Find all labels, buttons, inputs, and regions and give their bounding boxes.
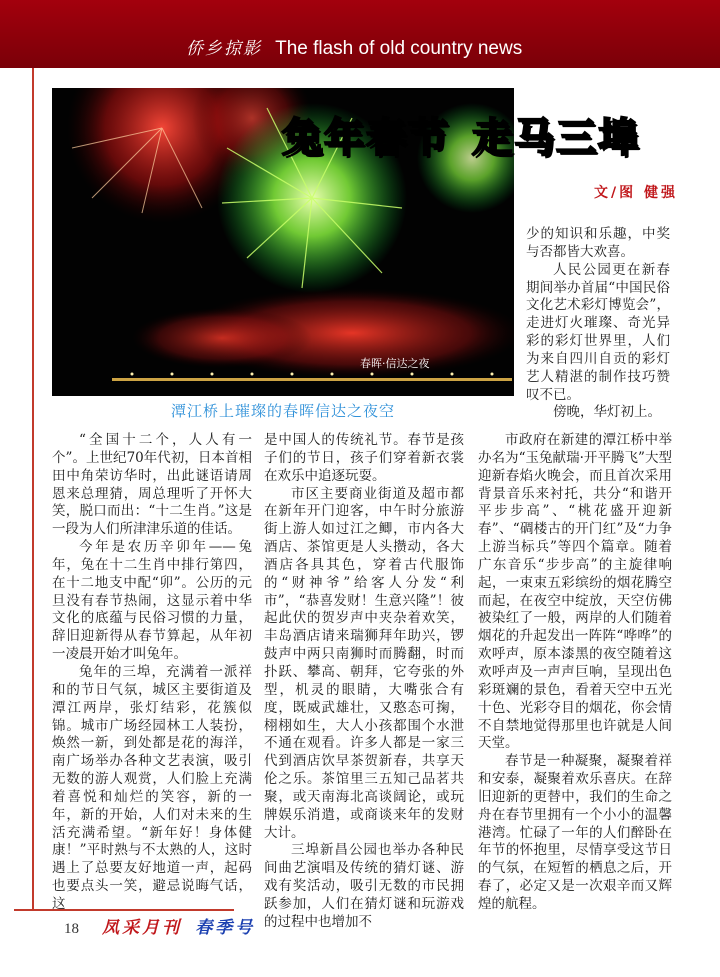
paragraph: 市区主要商业街道及超市都在新年开门迎客，中午时分旅游街上游人如过江之鲫，市内各大酒店、茶馆更是人头攒动，各大酒店各具其色，穿着古代服饰的“财神爷”给客人分发“利市”，“恭喜发财！生意兴隆”！彼起此伏的贺岁声中夹杂着欢笑，丰岛酒店请来瑞狮拜年助兴，锣鼓声中两只南狮时而腾翻，时而扑跃、攀高、朝拜，它夸张的外型，机灵的眼睛，大嘴张合有度，既威武雄壮，又憨态可掬，栩栩如生，大人小孩都围个水泄不通在观看。许多人都是一家三代到酒店饮早茶贺新春，共享天伦之乐。茶馆里三五知己品茗共聚，或天南海北高谈阔论，或玩牌娱乐消遣，或商谈来年的发财大计。 [264,485,464,841]
paragraph: 兔年的三埠，充满着一派祥和的节日气氛，城区主要街道及潭江两岸，张灯结彩，花簇似锦。城市广场经园林工人装扮，焕然一新，到处都是花的海洋，南广场举办各种文艺表演，吸引无数的游人观赏，人们脸上充满着喜悦和灿烂的笑容，新的一年，新的开始，人们对未来的生活充满希望。“新年好！身体健康！”平时熟与不太熟的人，这时遇上了总要友好地道一声，起码也要点头一笑，避忌说晦气话，这 [52,663,252,912]
header-title [186,36,522,62]
magazine-name: 凤采月刊 [102,918,183,938]
paragraph: 人民公园更在新春期间举办首届“中国民俗文化艺术彩灯博览会”，走进灯火璀璨、奇光异彩的彩灯世界里，人们为来自四川自贡的彩灯艺人精湛的制作技巧赞叹不已。 [526,261,670,403]
paragraph: 市政府在新建的潭江桥中举办名为“玉兔献瑞·开平腾飞”大型迎新春焰火晚会，而且首次采用背景音乐来衬托，共分“和谐开平步步高”、“桃花盛开迎新春”、“碉楼古的开门红”及“力争上游当标兵”等四个篇章。随着广东音乐“步步高”的主旋律响起，一束束五彩缤纷的烟花腾空而起，在夜空中绽放，天空仿佛被染红了一般，两岸的人们随着烟花的升起发出一阵阵“哗哗”的欢呼声，原本漆黑的夜空随着这欢呼声及一声声巨响，呈现出色彩斑斓的景色，看着天空中五光十色、光彩夺目的烟花，你会情不自禁地觉得那里也许就是人间天堂。 [478,432,672,752]
paragraph: 春节是一种凝聚，凝聚着祥和安泰，凝聚着欢乐喜庆。在辞旧迎新的更替中，我们的生命之舟在春节里拥有一个小小的温馨港湾。忙碌了一年的人们醉卧在年节的怀抱里，尽情享受这节日的气氛，在短暂的栖息之后，开春了，必定又是一次艰辛而又辉煌的航程。 [478,753,672,912]
text-column-1 [52,432,252,914]
paragraph: 是中国人的传统礼节。春节是孩子们的节日，孩子们穿着新衣裳在欢乐中追逐玩耍。 [264,432,464,484]
page-number: 18 [64,921,79,937]
paragraph: 少的知识和乐趣，中奖与否都皆大欢喜。 [526,226,670,260]
paragraph: 傍晚，华灯初上。 [553,404,661,421]
article-title [282,108,640,168]
article-byline: 文/图 健强 [594,185,678,201]
issue-label: 春季号 [195,918,256,938]
paragraph: 三埠新昌公园也举办各种民间曲艺演唱及传统的猜灯谜、游戏有奖活动，吸引无数的市民拥跃参加，人们在猜灯谜和玩游戏的过程中也增加不 [264,842,464,930]
left-border-rule [14,68,34,910]
article-title-part1: 兔年春节 [282,115,450,161]
photo-caption: 潭江桥上璀璨的春晖信达之夜空 [170,402,395,420]
text-column-2 [264,432,464,932]
text-column-3 [478,432,672,914]
photo-sign-text: 春晖·信达之夜 [360,357,430,370]
paragraph: 今年是农历辛卯年——兔年，兔在十二生肖中排行第四，在十二地支中配“卯”。公历的元旦没有春节热闹，这显示着中华文化的底蕴与民俗习惯的力量，辞旧迎新得从春节算起，从年初一凌晨开始才叫兔年。 [52,539,252,663]
header-cn-title: 侨乡掠影 [186,39,262,59]
text-column-top-right [526,226,670,422]
page-footer [64,914,255,942]
paragraph: “全国十二个，人人有一个”。上世纪70年代初，日本首相田中角荣访华时，出此谜语请周恩来总理猜，周总理听了开怀大笑，脱口而出：“十二生肖。”这是一段为人们所津津乐道的佳话。 [52,432,252,538]
article-title-part2: 走马三埠 [472,115,640,161]
header-en-title: The flash of old country news [275,38,523,59]
